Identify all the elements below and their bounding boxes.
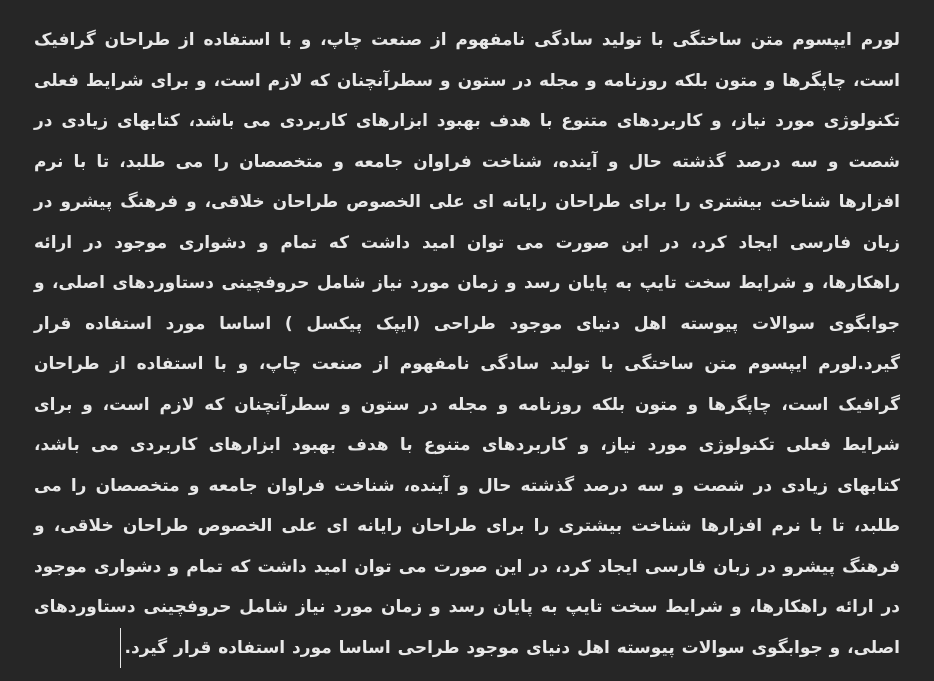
body-paragraph[interactable] [34, 20, 900, 668]
paragraph-text: لورم ایپسوم متن ساختگی با تولید سادگی نامفهوم از صنعت چاپ، و با استفاده از طراحان گرافیک است، چاپگرها و متون بلکه روزنامه و مجله در ستون و سطرآنچنان که لازم است، و برای شرایط فعلی تکنولوژی مورد نیاز، و کاربردهای متنوع با هدف بهبود ابزارهای کاربردی می باشد، کتابهای زیادی در شصت و سه درصد گذشته حال و آینده، شناخت فراوان جامعه و متخصصان را می طلبد، تا با نرم افزارها شناخت بیشتری را برای طراحان رایانه ای علی الخصوص طراحان خلاقی، و فرهنگ پیشرو در زبان فارسی ایجاد کرد، در این صورت می توان امید داشت که تمام و دشواری موجود در ارائه راهکارها، و شرایط سخت تایپ به پایان رسد و زمان مورد نیاز شامل حروفچینی دستاوردهای اصلی، و جوابگوی سوالات پیوسته اهل دنیای موجود طراحی (ایپک پیکسل ) اساسا مورد استفاده قرار گیرد.لورم ایپسوم متن ساختگی با تولید سادگی نامفهوم از صنعت چاپ، و با استفاده از طراحان گرافیک است، چاپگرها و متون بلکه روزنامه و مجله در ستون و سطرآنچنان که لازم است، و برای شرایط فعلی تکنولوژی مورد نیاز، و کاربردهای متنوع با هدف بهبود ابزارهای کاربردی می باشد، کتابهای زیادی در شصت و سه درصد گذشته حال و آینده، شناخت فراوان جامعه و متخصصان را می طلبد، تا با نرم افزارها شناخت بیشتری را برای طراحان رایانه ای علی الخصوص طراحان خلاقی، و فرهنگ پیشرو در زبان فارسی ایجاد کرد، در این صورت می توان امید داشت که تمام و دشواری موجود در ارائه راهکارها، و شرایط سخت تایپ به پایان رسد و زمان مورد نیاز شامل حروفچینی دستاوردهای اصلی، و جوابگوی سوالات پیوسته اهل دنیای موجود طراحی اساسا مورد استفاده قرار گیرد. [34, 30, 900, 658]
text-cursor [120, 628, 121, 668]
